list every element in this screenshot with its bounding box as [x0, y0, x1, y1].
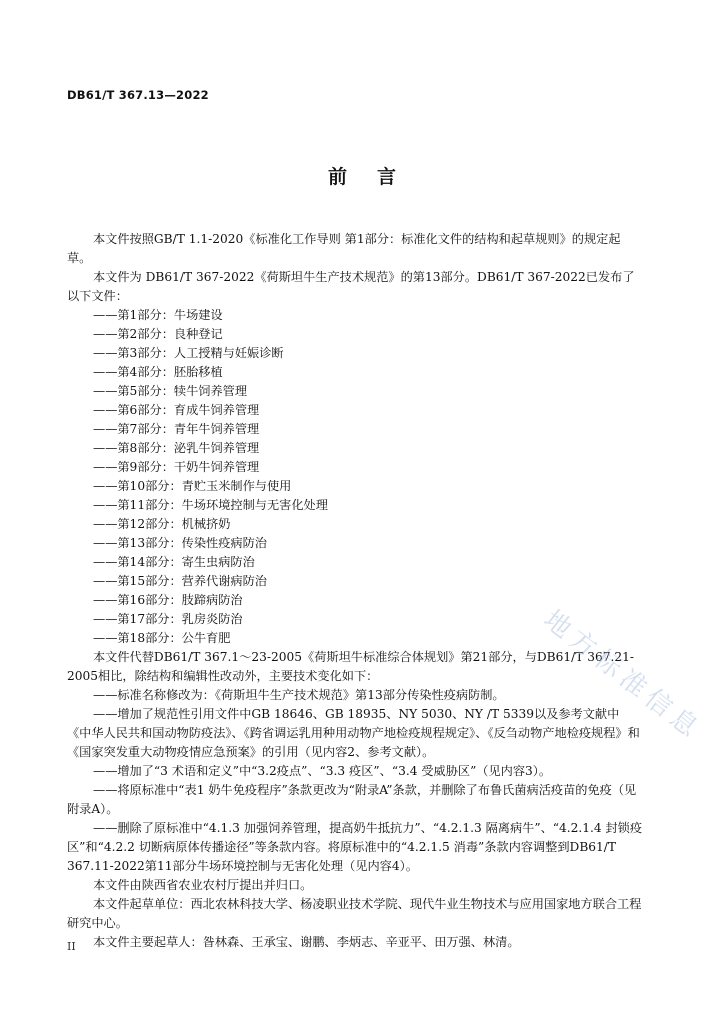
part-list-item: ——第15部分：营养代谢病防治 [93, 574, 267, 588]
part-list-item: ——第8部分：泌乳牛饲养管理 [93, 441, 260, 455]
changes-paragraph: ——标准名称修改为：《荷斯坦牛生产技术规范》第13部分传染性疫病防制。 [93, 688, 505, 702]
closing-paragraph: 本文件起草单位：西北农林科技大学、杨凌职业技术学院、现代牛业生物技术与应用国家地方联合工程研究中心。 [67, 897, 642, 930]
intro-paragraph: 本文件按照GB/T 1.1-2020《标准化工作导则 第1部分：标准化文件的结构和起草规则》的规定起草。 [67, 232, 621, 265]
changes-paragraph: ——删除了原标准中“4.1.3 加强饲养管理，提高奶牛抵抗力”、“4.2.1.3 隔离病牛”、“4.2.1.4 封锁疫区”和“4.2.2 切断病原体传播途径”等条款内容。将原标准中的“4.2.1.5 消毒”条款内容调整到DB61/T 367.11-2022第11部分牛场环境控制与无害化处理（见内容4）。 [67, 821, 643, 873]
changes-paragraph: ——增加了规范性引用文件中GB 18646、GB 18935、NY 5030、NY /T 5339以及参考文献中《中华人民共和国动物防疫法》、《跨省调运乳用种用动物产地检疫规程规定》、《反刍动物产地检疫规程》和《国家突发重大动物疫情应急预案》的引用（见内容2、参考文献）。 [67, 707, 640, 759]
part-list-item: ——第17部分：乳房炎防治 [93, 612, 243, 626]
part-list-item: ——第16部分：肢蹄病防治 [93, 593, 243, 607]
part-list-item: ——第2部分：良种登记 [93, 327, 223, 341]
part-list-item: ——第7部分：青年牛饲养管理 [93, 422, 260, 436]
closing-paragraph: 本文件主要起草人：昝林森、王承宝、谢鹏、李炳志、辛亚平、田万强、林清。 [93, 935, 520, 949]
part-list-item: ——第9部分：干奶牛饲养管理 [93, 460, 260, 474]
part-list-item: ——第18部分：公牛育肥 [93, 631, 231, 645]
part-list-item: ——第11部分：牛场环境控制与无害化处理 [93, 498, 328, 512]
part-list-item: ——第10部分：青贮玉米制作与使用 [93, 479, 292, 493]
changes-paragraph: ——将原标准中“表1 奶牛免疫程序”条款更改为“附录A”条款，并删除了布鲁氏菌病活疫苗的免疫（见附录A）。 [67, 783, 637, 816]
changes-paragraph: ——增加了“3 术语和定义”中“3.2疫点”、“3.3 疫区”、“3.4 受威胁区”（见内容3）。 [93, 764, 552, 778]
part-list-item: ——第1部分：牛场建设 [93, 308, 223, 322]
part-list-item: ——第14部分：寄生虫病防治 [93, 555, 255, 569]
part-list-item: ——第3部分：人工授精与妊娠诊断 [93, 346, 284, 360]
closing-paragraph: 本文件由陕西省农业农村厅提出并归口。 [93, 878, 313, 892]
part-list-item: ——第13部分：传染性疫病防治 [93, 536, 267, 550]
part-list-item: ——第5部分：犊牛饲养管理 [93, 384, 248, 398]
watermark: 地方标准信息 [537, 604, 708, 747]
document-code: DB61/T 367.13—2022 [67, 88, 209, 102]
document-body [67, 230, 643, 952]
page-title: 前言 [327, 166, 426, 188]
part-list-item: ——第12部分：机械挤奶 [93, 517, 231, 531]
page-number: II [67, 940, 76, 953]
changes-paragraph: 本文件代替DB61/T 367.1～23-2005《荷斯坦牛标准综合体规划》第21部分，与DB61/T 367.21-2005相比，除结构和编辑性改动外，主要技术变化如下： [67, 650, 634, 683]
intro-paragraph: 本文件为 DB61/T 367-2022《荷斯坦牛生产技术规范》的第13部分。DB61/T 367-2022已发布了以下文件： [67, 270, 635, 303]
part-list-item: ——第6部分：育成牛饲养管理 [93, 403, 260, 417]
part-list-item: ——第4部分：胚胎移植 [93, 365, 223, 379]
